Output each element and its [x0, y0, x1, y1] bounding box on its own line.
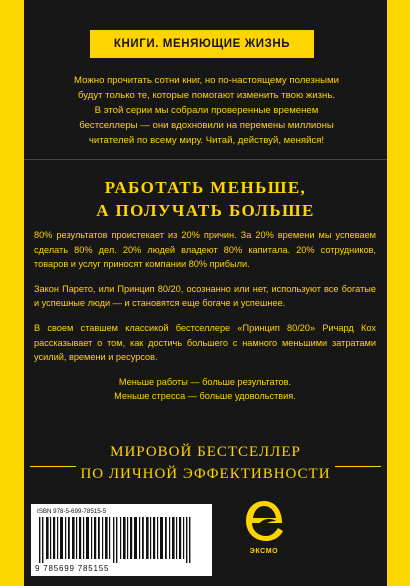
- bestseller-title-line1: МИРОВОЙ БЕСТСЕЛЛЕР: [110, 444, 301, 460]
- isbn-text: ISBN 978-5-699-78515-5: [37, 508, 107, 515]
- eksmo-logo-icon: [238, 495, 290, 547]
- paragraph-pareto-law: Закон Парето, или Принцип 80/20, осознанно или нет, используют все богатые и успешные люди — и становятся еще богаче и успешнее.: [34, 283, 376, 309]
- back-cover-panel: [24, 0, 387, 586]
- paragraph-book-summary: В своем ставшем классикой бестселлере «Принцип 80/20» Ричард Кох рассказывает о том, как достичь большего с намного меньшими затратами усилий, времени и ресурсов.: [34, 322, 376, 363]
- description: [34, 228, 376, 414]
- decorative-rule-right: [335, 466, 381, 467]
- paragraph-pareto-stats: 80% результатов проистекает из 20% причин. За 20% времени мы успеваем сделать 80% дел. 20% людей владеют 80% капитала. 20% сотрудников, товаров и услуг приносят компании 80% прибыли.: [34, 230, 376, 270]
- series-intro: Можно прочитать сотни книг, но по-настоящему полезными будут только те, которые помогают изменить твою жизнь. В этой серии мы собрали проверенные временем бестселлеры — они вдохновили на перемены миллионы читателей по всему миру. Читай, действуй, меняйся!: [74, 75, 339, 146]
- main-heading-line2: А ПОЛУЧАТЬ БОЛЬШЕ: [96, 201, 315, 220]
- main-heading-line1: РАБОТАТЬ МЕНЬШЕ,: [104, 178, 307, 197]
- bestseller-title-line2: ПО ЛИЧНОЙ ЭФФЕКТИВНОСТИ: [80, 466, 331, 482]
- main-heading: [24, 176, 387, 222]
- barcode: [37, 517, 205, 563]
- slogan-line2: Меньше стресса — больше удовольствия.: [114, 391, 296, 402]
- barcode-number: 9 785699 785155: [35, 564, 110, 573]
- slogan-line1: Меньше работы — больше результатов.: [118, 376, 292, 387]
- barcode-label: [31, 504, 212, 576]
- divider: [24, 159, 387, 160]
- series-banner: КНИГИ. МЕНЯЮЩИЕ ЖИЗНЬ: [90, 30, 314, 58]
- publisher-name: ЭКСМО: [249, 548, 279, 555]
- bestseller-title: [24, 441, 387, 485]
